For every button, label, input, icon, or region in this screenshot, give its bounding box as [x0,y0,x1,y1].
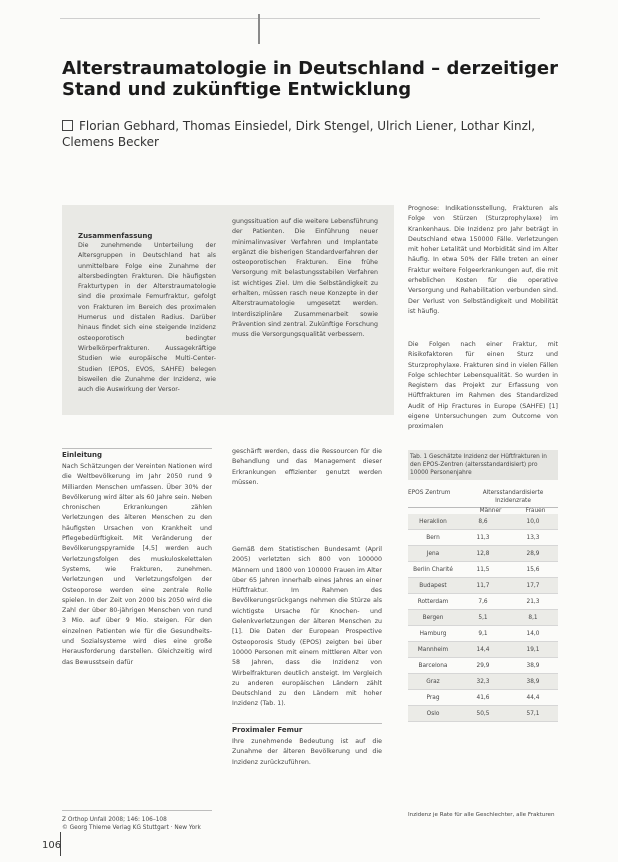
table-cell-men: 29,9 [476,662,490,669]
table-cell-center: Bergen [422,614,444,621]
table-cell-women: 21,3 [526,598,540,605]
table-cell-center: Heraklion [419,518,447,525]
table-cell-men: 11,5 [476,566,490,573]
table-row [408,578,558,594]
table-cell-men: 9,1 [478,630,488,637]
table-row [408,594,558,610]
table-row [408,546,558,562]
table-cell-men: 32,3 [476,678,490,685]
intro-heading: Einleitung [62,451,103,459]
table-row [408,530,558,546]
abstract-text-2: gungssituation auf die weitere Lebensführung der Patienten. Die Einführung neuer minimalinvasiver Verfahren und Implantate ergänzt die bisherigen Standardverfahren der osteoporotischen Frakturen. Eine frühe Versorgung mit belastungsstabilen Verfahren ist wichtiges Ziel. Um die Selbständigkeit zu erhalten, müssen rasch neue Konzepte in der Alterstraumatologie umgesetzt werden. Interdisziplinäre Zusammenarbeit sowie Prävention sind zentral. Zukünftige Forschung muss die Versorgungsqualität verbessern. [232,218,378,339]
top-rule [60,18,540,19]
author-marker-icon [62,120,73,131]
table-cell-center: Rotterdam [417,598,449,605]
table-row [408,690,558,706]
header-center: EPOS Zentrum [408,490,451,496]
table-cell-men: 12,8 [476,550,490,557]
footnote-rule [62,810,212,811]
table-cell-women: 28,9 [526,550,540,557]
author-list: Florian Gebhard, Thomas Einsiedel, Dirk Stengel, Ulrich Liener, Lothar Kinzl, Clemens Becker [62,119,536,149]
table-row [408,674,558,690]
femur-rule [232,723,382,724]
intro-column [62,451,212,668]
abstract-col1 [78,231,216,395]
table-cell-men: 41,6 [476,694,490,701]
table-header [408,490,558,508]
table-cell-center: Bern [426,534,440,541]
table-cell-men: 11,3 [476,534,490,541]
table-cell-women: 17,7 [526,582,540,589]
right-column-p1 [408,204,558,317]
footnote: Z Orthop Unfall 2008; 146: 106–108 © Georg Thieme Verlag KG Stuttgart · New York [62,817,201,832]
body-column-b [232,545,382,710]
table-cell-center: Budapest [419,582,447,589]
article-authors [62,118,562,150]
body-column-a [232,447,382,488]
abstract-col2 [232,217,378,341]
right-column-p2 [408,340,558,433]
femur-text: Ihre zunehmende Bedeutung ist auf die Zunahme der älteren Bevölkerung und die Inzidenz zurückzuführen. [232,738,382,766]
body-text-b: Gemäß dem Statistischen Bundesamt (April 2005) verletzten sich 800 von 100000 Männern und 1800 von 100000 Frauen im Alter über 65 Jahren innerhalb eines Jahres an einer Hüftfraktur. Im Rahmen des Bevölkerungsrückgangs nehmen die Stürze als wichtigste Ursache für Knochen- und Gelenkverletzungen der älteren Menschen zu [1]. Die Daten der European Prospective Osteoporosis Study (EPOS) zeigten bei über 10000 Personen mit einem mittleren Alter von 58 Jahren, dass die Inzidenz von Wirbelfrakturen deutlich ansteigt. Im Vergleich zu anderen europäischen Ländern zählt Deutschland zu den Ländern mit hoher Inzidenz (Tab. 1). [232,546,382,708]
header-women: Frauen [525,508,546,514]
femur-heading: Proximaler Femur [232,726,303,734]
table-caption: Tab. 1 Geschätzte Inzidenz der Hüftfrakturen in den EPOS-Zentren (altersstandardisiert) pro 10000 Personenjahre [408,450,558,480]
table-cell-women: 15,6 [526,566,540,573]
abstract-text-1: Die zunehmende Unterteilung der Altersgruppen in Deutschland hat als unmittelbare Folge eine Zunahme der altersbedingten Frakturen. Die häufigsten Frakturtypen in der Alterstraumatologie sind die proximale Femurfraktur, gefolgt von Frakturen im Bereich des proximalen Humerus und distalen Radius. Darüber hinaus findet sich eine steigende Inzidenz osteoporotisch bedingter Wirbelkörperfrakturen. Aussagekräftige Studien wie europäische Multi-Center-Studien (EPOS, EVOS, SAHFE) belegen bisweilen die Zunahme der Inzidenz, wie auch die Auswirkung der Versor- [78,242,216,394]
abstract-heading: Zusammenfassung [78,232,153,240]
table-cell-men: 14,4 [476,646,490,653]
header-men: Männer [479,508,502,514]
table-cell-women: 10,0 [526,518,540,525]
table-row [408,610,558,626]
table-note: Inzidenz je Rate für alle Geschlechter, alle Frakturen [408,812,555,818]
table-cell-men: 7,6 [478,598,488,605]
table-cell-women: 14,0 [526,630,540,637]
table-cell-center: Berlin Charité [413,566,453,573]
table-cell-center: Graz [426,678,440,685]
femur-column [232,726,382,768]
table-cell-center: Mannheim [417,646,449,653]
table-cell-men: 8,6 [478,518,488,525]
table-row [408,642,558,658]
table-cell-men: 5,1 [478,614,488,621]
table-cell-center: Oslo [426,710,440,717]
table-cell-center: Prag [426,694,440,701]
table-cell-women: 44,4 [526,694,540,701]
body-text-a: geschärft werden, dass die Ressourcen für die Behandlung und das Management dieser Erkrankungen effizienter genutzt werden müssen. [232,448,382,486]
article-title: Alterstraumatologie in Deutschland – derzeitiger Stand und zukünftige Entwicklung [62,58,559,100]
table-cell-center: Jena [426,550,440,557]
table-cell-women: 8,1 [528,614,538,621]
table-cell-women: 19,1 [526,646,540,653]
table-body [408,514,558,722]
crop-mark [258,14,260,44]
right-text-2: Die Folgen nach einer Fraktur, mit Risikofaktoren für einen Sturz und Sturzprophylaxe. Frakturen sind in vielen Fällen Folge schlechter Lebensqualität. So wurden in Registern das Projekt zur Erfassung von Hüftfrakturen im Rahmen des Standardized Audit of Hip Fractures in Europe (SAHFE) [1] eigene Untersuchungen zum Outcome von proximalen [408,341,558,431]
table-cell-men: 50,5 [476,710,490,717]
table-cell-women: 13,3 [526,534,540,541]
section-rule [62,448,212,449]
table-row [408,514,558,530]
table-row [408,626,558,642]
table-cell-men: 11,7 [476,582,490,589]
table-cell-center: Barcelona [418,662,448,669]
incidence-table [408,490,558,722]
table-row [408,658,558,674]
table-row [408,706,558,722]
table-cell-center: Hamburg [419,630,447,637]
intro-text: Nach Schätzungen der Vereinten Nationen wird die Weltbevölkerung im Jahr 2050 rund 9 Milliarden Menschen umfassen. Über 30% der Bevölkerung wird älter als 60 Jahre sein. Neben chronischen Erkrankungen zählen Verletzungen des älteren Menschen zu den häufigsten Ursachen von Krankheit und Pflegebedürftigkeit. Mit Veränderung der Bevölkerungspyramide [4,5] werden auch Verletzungsfolgen des muskuloskelettalen Systems, wie Frakturen, zunehmen. Verletzungen und Verletzungsfolgen der Osteoporose werden eine zentrale Rolle spielen. In der Zeit von 2000 bis 2050 wird die Zahl der über 80-jährigen Menschen von rund 3 Mio. auf über 9 Mio. steigen. Für den einzelnen Patienten wie für die Gesundheits- und Sozialsysteme wird dies eine große Herausforderung darstellen. Gleichzeitig wird das Bewusstsein dafür [62,463,212,666]
page-number: 106 [42,840,62,851]
table-cell-women: 38,9 [526,678,540,685]
header-group: Altersstandardisierte Inzidenzrate [482,490,544,504]
table-subheader [468,508,558,514]
table-cell-women: 57,1 [526,710,540,717]
right-text-1: Prognose: Indikationsstellung, Frakturen als Folge von Stürzen (Sturzprophylaxe) im Krankenhaus. Die Inzidenz pro Jahr beträgt in Deutschland etwa 150000 Fälle. Verletzungen mit hoher Letalität und Morbidität sind im Alter häufig. In etwa 50% der Fälle treten an einer Fraktur weitere Folgeerkrankungen auf, die mit erheblichen Kosten für die operative Versorgung und Rehabilitation verbunden sind. Der Verlust von Selbständigkeit und Mobilität ist häufig. [408,205,558,315]
table-cell-women: 38,9 [526,662,540,669]
table-row [408,562,558,578]
